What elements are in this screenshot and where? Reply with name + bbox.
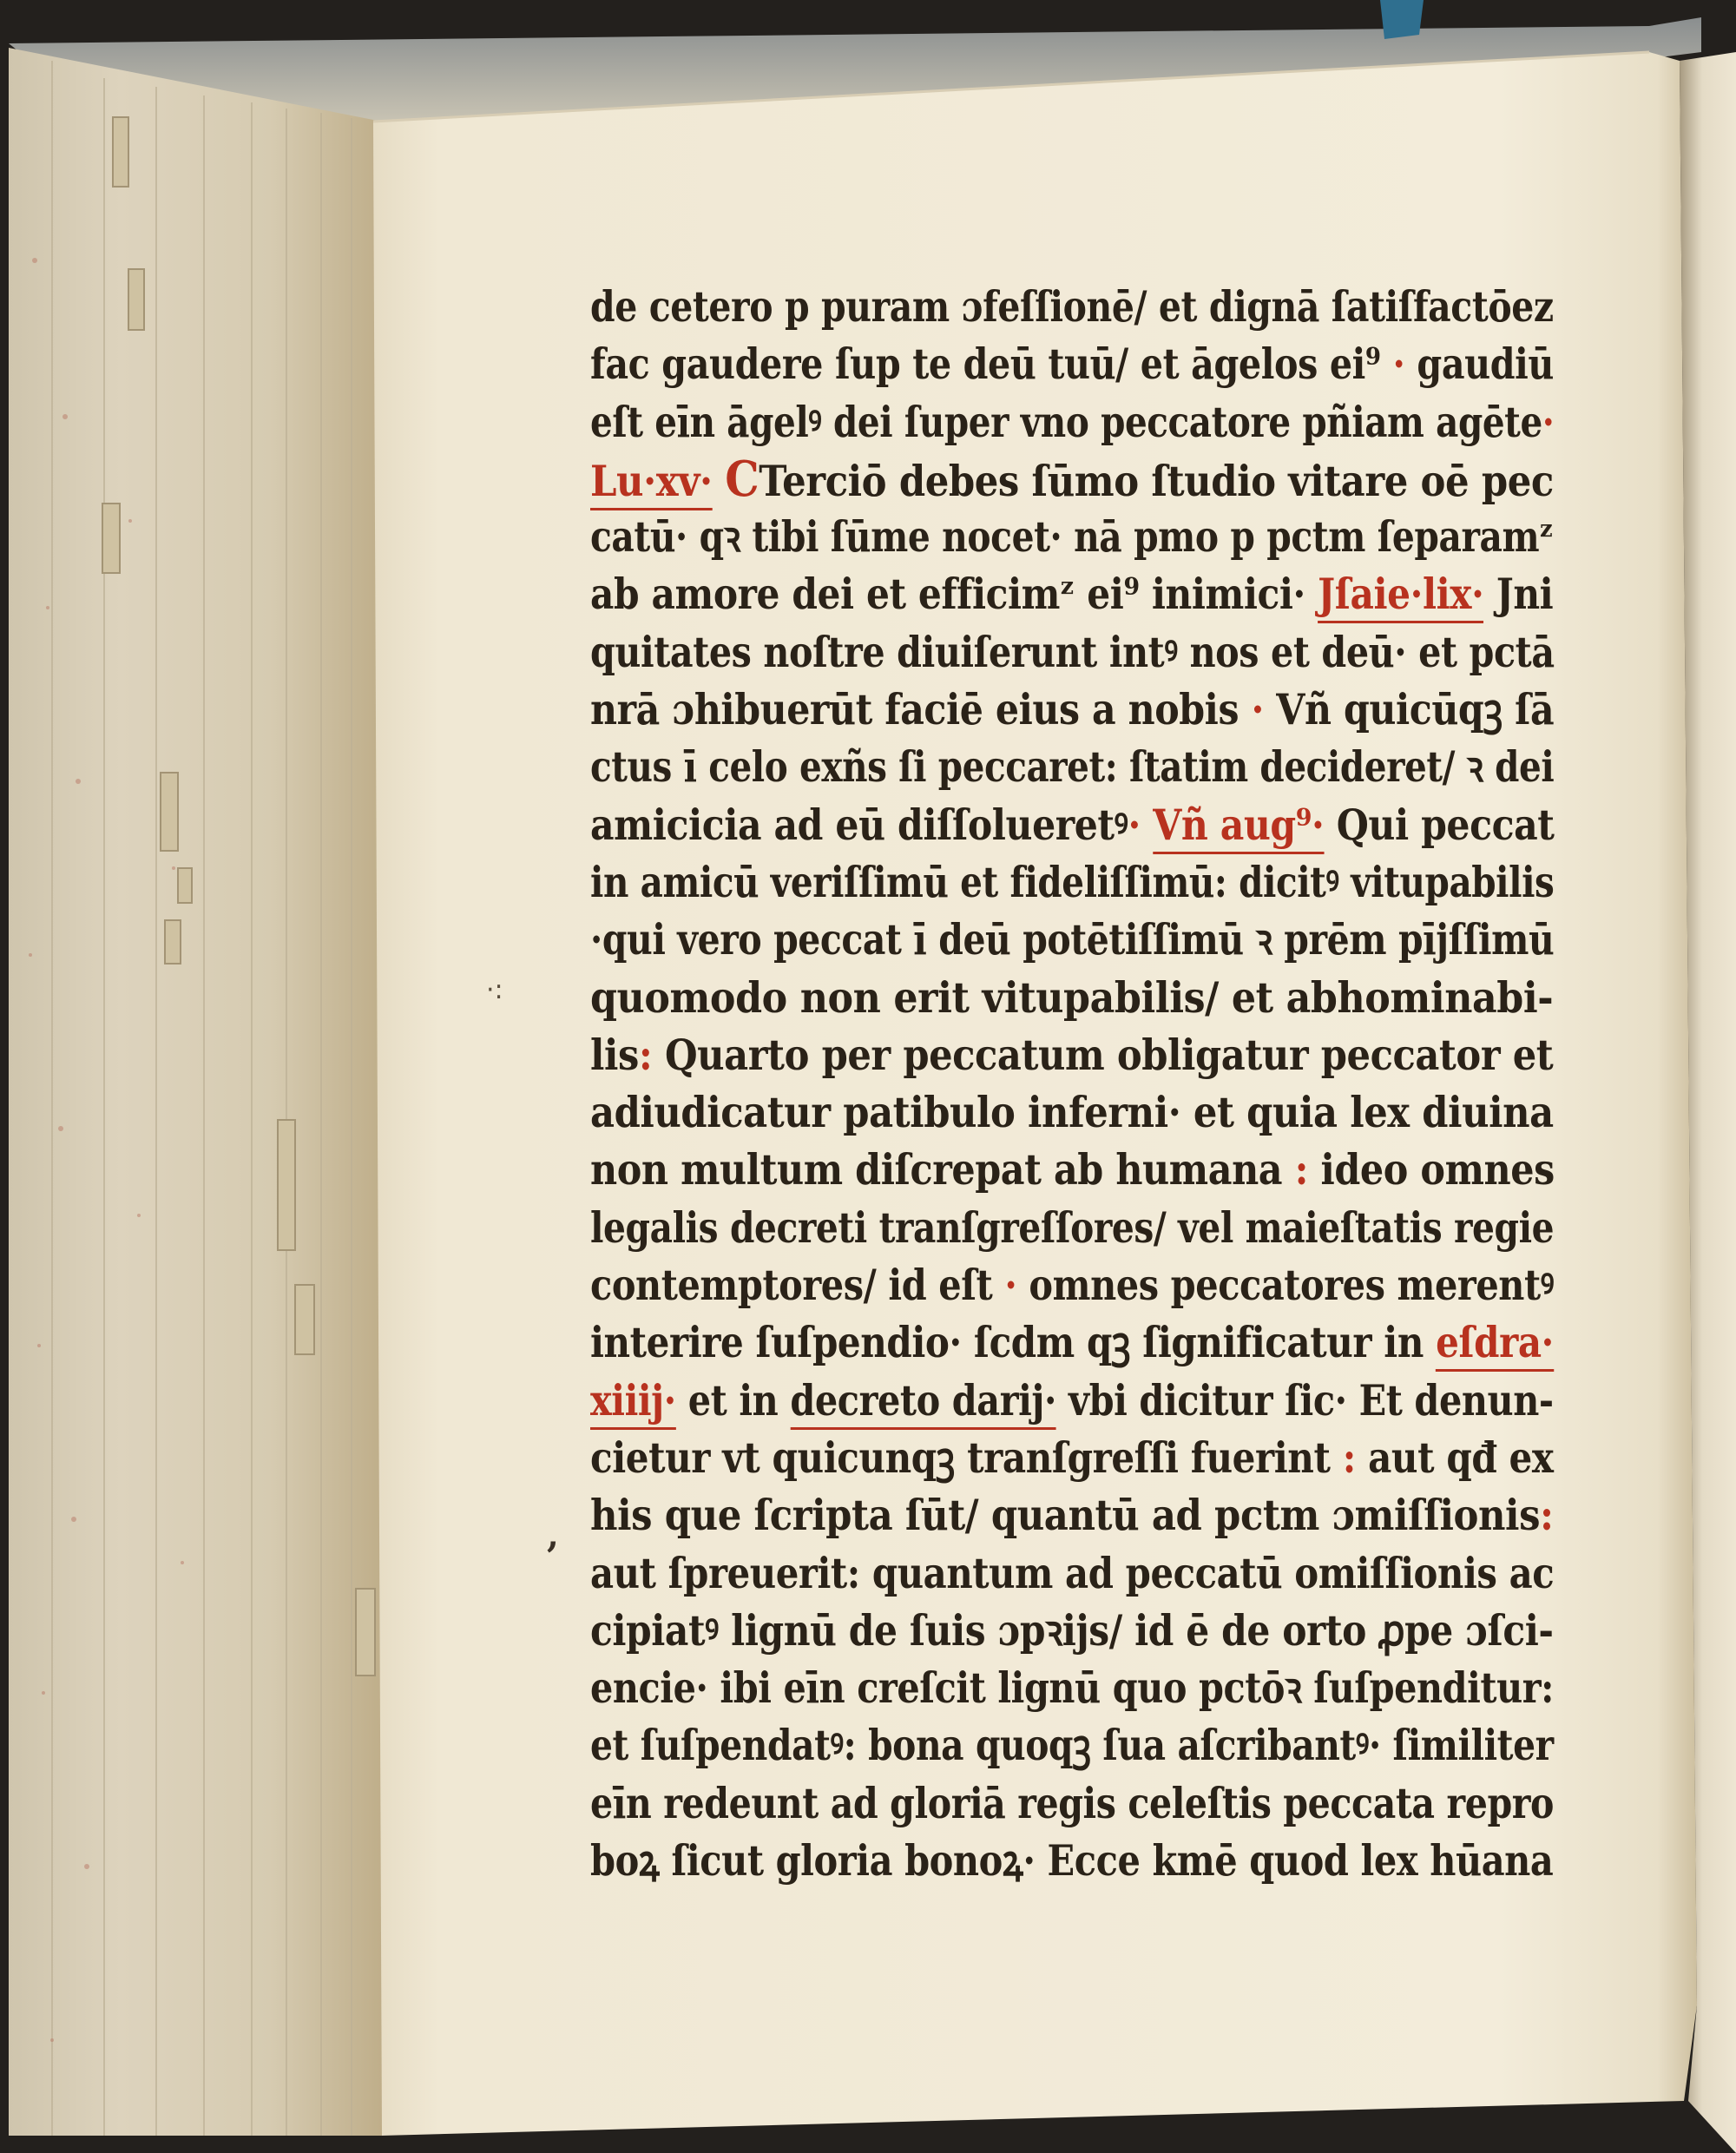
text-line bbox=[590, 1602, 1554, 1659]
margin-tick: , bbox=[547, 1515, 559, 1556]
rubric-text: · bbox=[1251, 684, 1264, 735]
text-line bbox=[590, 681, 1555, 738]
text-line bbox=[590, 1486, 1554, 1544]
text-line bbox=[590, 450, 1554, 508]
text-line bbox=[590, 508, 1554, 565]
text-line bbox=[590, 1199, 1555, 1256]
body-text: Quarto per peccatum obligatur peccator et bbox=[652, 1029, 1554, 1080]
body-text: interire ſuſpendio· ſcdm qꝫ ſignificatur in bbox=[590, 1317, 1437, 1368]
body-text: quomodo non erit vitupabilis/ et abhominabi- bbox=[590, 971, 1554, 1023]
body-text: in amicū veriſſimū et fideliſſimū: dicitꝰ vitupabilis bbox=[590, 856, 1555, 907]
body-text: adiudicatur patibulo inferni· et quia lex diuina bbox=[590, 1087, 1554, 1138]
text-line bbox=[590, 393, 1555, 451]
body-text: ctus ī celo exñs ſi peccaret: ſtatim decideret/ ꝛ dei bbox=[590, 741, 1555, 793]
body-text: et ſuſpendatꝰ: bona quoqꝫ ſua aſcribantꝰ· ſimiliter bbox=[590, 1720, 1554, 1771]
body-text: Jni bbox=[1483, 569, 1554, 620]
body-text: boꝝ ſicut gloria bonoꝝ· Ecce kmē quod lex hūana bbox=[590, 1835, 1554, 1886]
body-text: lis bbox=[590, 1029, 639, 1080]
rubric-text: : bbox=[638, 1029, 653, 1080]
body-text: eīn redeunt ad gloriā regis celeſtis peccata repro bbox=[590, 1777, 1555, 1828]
text-line bbox=[590, 1429, 1554, 1486]
rubric-text: Vñ aug⁹· bbox=[1153, 800, 1324, 854]
rubric-text: : bbox=[1342, 1432, 1356, 1483]
text-line bbox=[590, 1544, 1555, 1602]
rubric-text: : bbox=[1540, 1490, 1554, 1541]
text-line bbox=[590, 1083, 1554, 1141]
rubric-text: : bbox=[1294, 1144, 1309, 1195]
body-text: de cetero p puram ɔfeſſionē/ et dignā ſatiſfactōez bbox=[590, 281, 1554, 332]
text-line bbox=[590, 1256, 1555, 1314]
text-line bbox=[590, 1774, 1555, 1832]
body-text: gaudiū bbox=[1404, 339, 1554, 390]
body-text bbox=[713, 456, 726, 506]
body-text: non multum diſcrepat ab humana bbox=[590, 1144, 1295, 1195]
body-text: aut ſpreuerit: quantum ad peccatū omiſſionis ac bbox=[590, 1547, 1555, 1598]
body-text: ideo omnes bbox=[1308, 1144, 1555, 1195]
body-text: ab amore dei et efficimᶻ ei⁹ inimici· bbox=[590, 569, 1318, 620]
rubric-text: C bbox=[725, 450, 760, 508]
body-text: fac gaudere ſup te deū tuū/ et āgelos ei⁹ bbox=[590, 339, 1393, 390]
body-text: nrā ɔhibuerūt faciē eius a nobis bbox=[590, 684, 1252, 735]
body-text: vbi dicitur ſic· Et denun- bbox=[1055, 1374, 1554, 1425]
text-line bbox=[590, 623, 1555, 681]
rubric-text: Jſaie·lix· bbox=[1318, 569, 1483, 623]
text-line bbox=[590, 1372, 1554, 1429]
body-text: eſt eīn āgelꝰ dei ſuper vno peccatore pñiam agēte bbox=[590, 396, 1542, 447]
body-text: et in bbox=[675, 1374, 791, 1425]
text-line bbox=[590, 1026, 1554, 1083]
fore-edge bbox=[9, 48, 382, 2136]
rubric-text: · bbox=[1542, 396, 1555, 447]
text-line bbox=[590, 1314, 1554, 1371]
text-line bbox=[590, 278, 1554, 335]
body-text bbox=[1141, 800, 1153, 850]
body-text: cipiatꝰ lignū de ſuis ɔpꝛijs/ id ē de orto ꝓpe ɔſci- bbox=[590, 1604, 1554, 1656]
body-text: legalis decreti tranſgreſſores/ vel maieſtatis regie bbox=[590, 1202, 1555, 1253]
body-text: ·qui vero peccat ī deū potētiſſimū ꝛ prēm pījſſimū bbox=[590, 914, 1555, 965]
svg-text:·:: ·: bbox=[486, 975, 503, 1005]
text-line bbox=[590, 1716, 1554, 1774]
rubric-text: · bbox=[1004, 1260, 1017, 1311]
text-line bbox=[590, 796, 1555, 853]
text-line bbox=[590, 335, 1554, 392]
body-text: his que ſcripta ſūt/ quantū ad pctm ɔmiſſionis bbox=[590, 1490, 1541, 1541]
text-line bbox=[590, 853, 1555, 911]
text-line bbox=[590, 565, 1554, 622]
body-text: cietur vt quicunqꝫ tranſgreſſi fuerint bbox=[590, 1432, 1343, 1483]
body-text: amicicia ad eū diſſolueretꝰ bbox=[590, 799, 1128, 850]
rubric-text: · bbox=[1392, 339, 1405, 390]
body-text: Vñ quicūqꝫ ſā bbox=[1263, 684, 1555, 735]
rubric-text: Lu·xv· bbox=[590, 456, 713, 510]
text-line bbox=[590, 969, 1554, 1026]
body-text: aut qđ ex bbox=[1355, 1432, 1554, 1483]
body-text: contemptores/ id eſt bbox=[590, 1260, 1005, 1311]
text-line bbox=[590, 738, 1555, 795]
body-text: Terciō debes ſūmo ſtudio vitare oē pec bbox=[759, 455, 1554, 506]
body-text: decreto darij· bbox=[790, 1375, 1056, 1430]
body-text: encie· ibi eīn creſcit lignū quo pctōꝛ ſuſpenditur: bbox=[590, 1662, 1554, 1714]
body-text: catū· qꝛ tibi ſūme nocet· nā pmo p pctm ſeparamᶻ bbox=[590, 511, 1554, 563]
text-line bbox=[590, 1659, 1554, 1716]
text-line bbox=[590, 1141, 1555, 1198]
body-text: Qui peccat bbox=[1324, 799, 1555, 850]
body-text: omnes peccatores merentꝰ bbox=[1016, 1260, 1555, 1311]
ribbon-bookmark bbox=[1380, 0, 1424, 39]
text-line bbox=[590, 911, 1555, 968]
body-text: quitates noſtre diuiſerunt intꝰ nos et deū· et pctā bbox=[590, 626, 1555, 677]
rubric-text: eſdra· bbox=[1436, 1317, 1554, 1372]
rubric-text: xiiij· bbox=[590, 1375, 676, 1430]
rubric-text: · bbox=[1128, 799, 1141, 850]
text-block bbox=[590, 278, 1562, 1889]
text-line bbox=[590, 1832, 1554, 1889]
